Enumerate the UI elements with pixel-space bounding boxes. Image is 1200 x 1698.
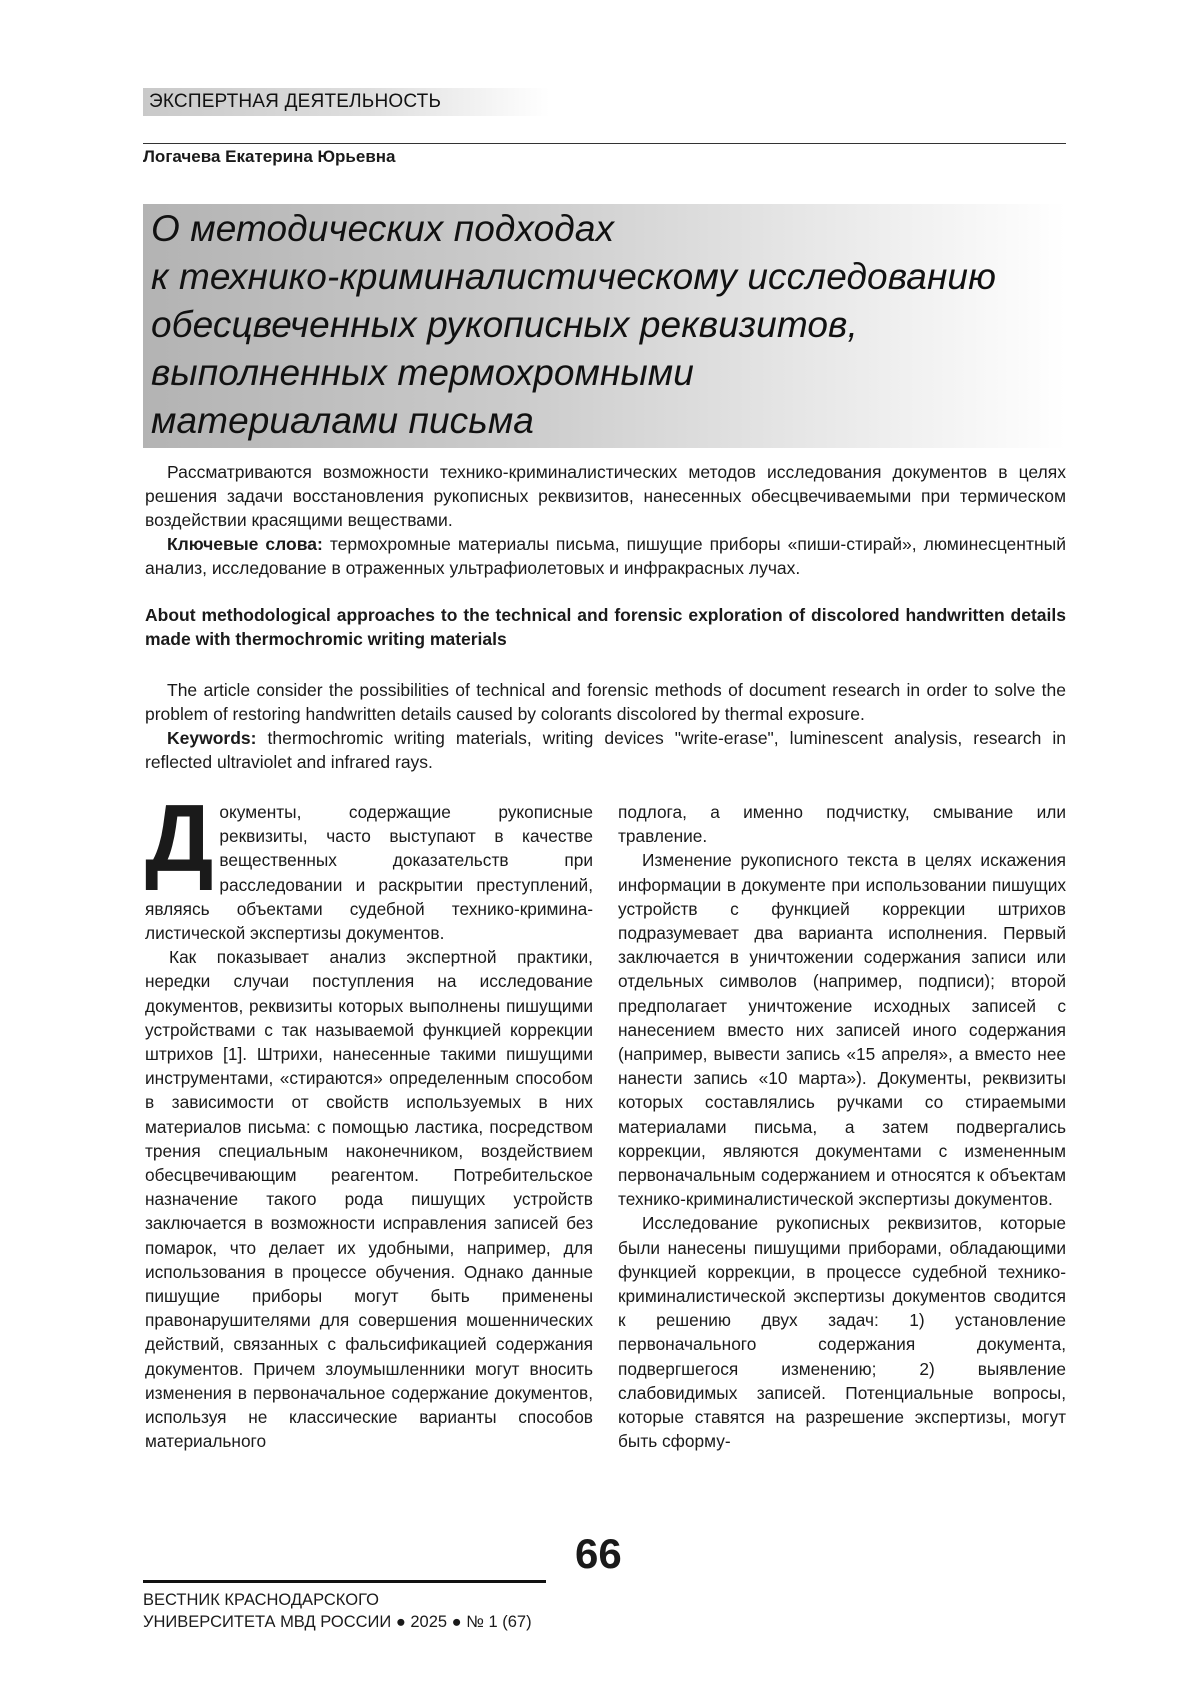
journal-line: УНИВЕРСИТЕТА МВД РОССИИ ● 2025 ● № 1 (67) — [143, 1613, 532, 1631]
keywords-ru-label: Ключевые слова: — [167, 534, 323, 554]
abstract-ru — [145, 460, 1066, 580]
body-column-right — [618, 800, 1066, 1453]
keywords-en — [145, 726, 1066, 774]
keywords-en-label: Keywords: — [167, 728, 257, 748]
page-number: 66 — [575, 1530, 622, 1577]
body-paragraph: окументы, содержащие рукописные реквизиты, часто выступают в качестве вещественных доказательств при расследовании и раскрытии преступлений, являясь объектами судебной технико-криминалистической экспертизы документов. — [145, 802, 593, 944]
journal-line: ВЕСТНИК КРАСНОДАРСКОГО — [143, 1591, 379, 1609]
body-column-left — [145, 785, 593, 1453]
keywords-ru — [145, 532, 1066, 580]
author-name: Логачева Екатерина Юрьевна — [143, 147, 396, 166]
footer-rule — [143, 1580, 546, 1583]
body-paragraph: Исследование рукописных реквизитов, которые были нанесены пишущими приборами, обладающими функцией коррекции, в процессе судебной технико-криминалистической экспертизы документов сводится к решению двух задач: 1) установление первоначального содержания документа, подвергшегося изменению; 2) выявление слабовидимых записей. Потенциальные вопросы, которые ставятся на разрешение экспертизы, могут быть сформу- — [618, 1213, 1066, 1452]
title-line: материалами письма — [151, 400, 534, 441]
body-paragraph: подлога, а именно подчистку, смывание или травление. — [618, 802, 1066, 847]
section-heading: ЭКСПЕРТНАЯ ДЕЯТЕЛЬНОСТЬ — [143, 88, 550, 116]
article-title-ru — [143, 204, 1066, 448]
abstract-ru-text: Рассматриваются возможности технико-криминалистических методов исследования документов в целях решения задачи восстановления рукописных реквизитов, нанесенных обесцвечиваемыми при термическом воздействии красящими веществами. — [145, 462, 1066, 530]
keywords-en-text: thermochromic writing materials, writing devices "write-erase", luminescent analysis, research in reflected ultraviolet and infrared rays. — [145, 728, 1066, 772]
title-line: к технико-криминалистическому исследованию — [151, 256, 997, 297]
keywords-ru-text: термохромные материалы письма, пишущие приборы «пиши-стирай», люминесцентный анализ, исследование в отраженных ультрафиолетовых и инфракрасных лучах. — [145, 534, 1066, 578]
title-line: О методических подходах — [151, 208, 615, 249]
abstract-en — [145, 678, 1066, 774]
title-line: обесцвеченных рукописных реквизитов, — [151, 304, 858, 345]
drop-cap: Д — [145, 785, 214, 892]
header-rule — [143, 143, 1066, 144]
title-line: выполненных термохромными — [151, 352, 694, 393]
abstract-en-text: The article consider the possibilities of technical and forensic methods of document research in order to solve the problem of restoring handwritten details caused by colorants discolored by thermal exposure. — [145, 680, 1066, 724]
journal-name — [143, 1589, 532, 1633]
body-paragraph: Изменение рукописного текста в целях искажения информации в документе при использовании пишущих устройств с функцией коррекции штрихов подразумевает два варианта исполнения. Первый заключается в уничтожении содержания записи или отдельных символов (например, подписи); второй предполагает уничтожение исходных записей с нанесением вместо них записей иного содержания (например, вывести запись «15 апреля», а вместо нее нанести запись «10 марта»). Документы, реквизиты которых составлялись ручками со стираемыми материалами письма, а затем подвергались коррекции, являются документами с измененным первоначальным содержанием и относятся к объектам технико-криминалистической экспертизы документов. — [618, 850, 1066, 1210]
body-paragraph: Как показывает анализ экспертной практики, нередки случаи поступления на исследование документов, реквизиты которых выполнены пишущими устройствами с так называемой функцией коррекции штрихов [1]. Штрихи, нанесенные такими пишущими инструментами, «стираются» определенным способом в зависимости от свойств используемых в них материалов письма: с помощью ластика, посредством трения специальным наконечником, воздействием обесцвечивающим реагентом. Потребительское назначение такого рода пишущих устройств заключается в возможности исправления записей без помарок, что делает их удобными, например, для использования в процессе обучения. Однако данные пишущие приборы могут быть применены правонарушителями для совершения мошеннических действий, связанных с фальсификацией содержания документов. Причем злоумышленники могут вносить изменения в первоначальное содержание документов, используя не классические варианты способов материального — [145, 947, 593, 1452]
article-title-en: About methodological approaches to the technical and forensic exploration of discolored handwritten details made with thermochromic writing materials — [145, 605, 1066, 649]
